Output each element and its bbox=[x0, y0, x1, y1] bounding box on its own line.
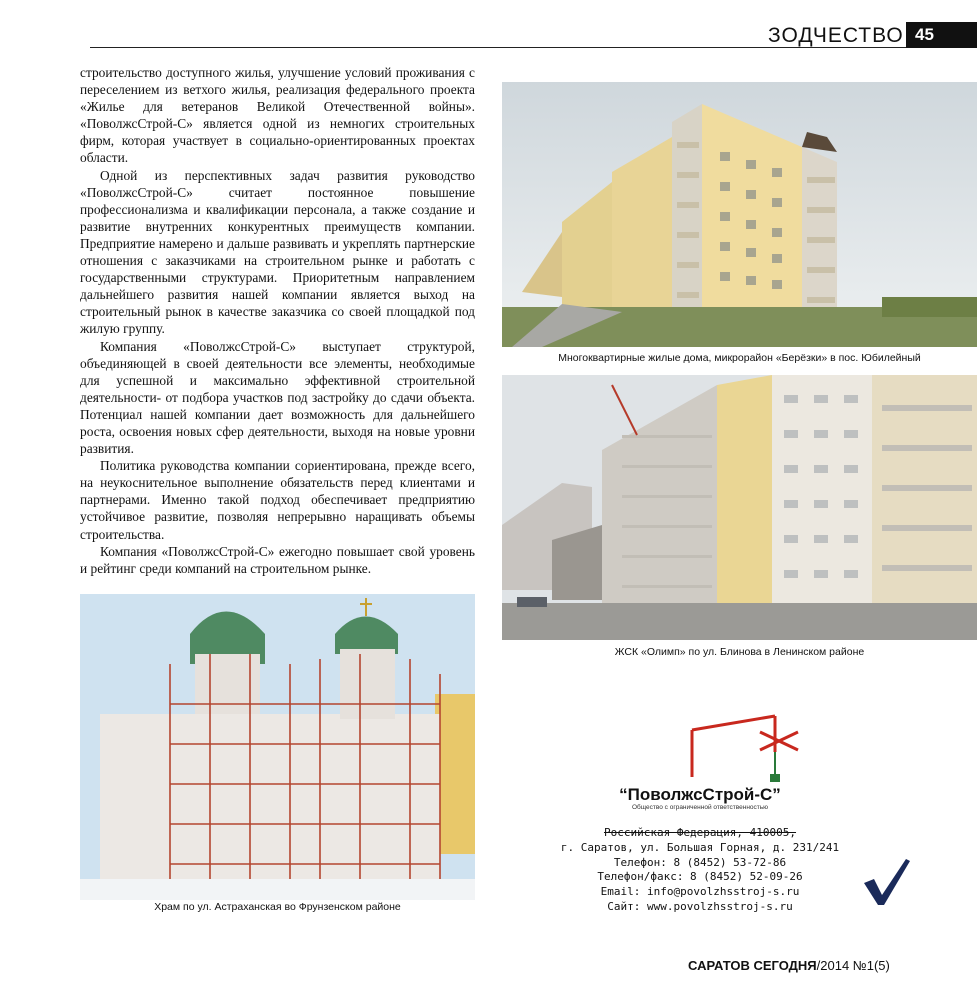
contact-fax: Телефон/факс: 8 (8452) 52-09-26 bbox=[597, 870, 803, 884]
contact-phone: Телефон: 8 (8452) 53-72-86 bbox=[613, 855, 787, 869]
contact-website[interactable]: Сайт: www.povolzhsstroj-s.ru bbox=[607, 899, 793, 913]
section-title: ЗОДЧЕСТВО bbox=[768, 24, 904, 47]
photo-caption: Храм по ул. Астраханская во Фрунзенском районе bbox=[154, 901, 401, 913]
photo-olimp-building bbox=[502, 375, 977, 640]
contact-address: г. Саратов, ул. Большая Горная, д. 231/241 bbox=[560, 840, 840, 854]
footer-magazine bbox=[688, 958, 890, 973]
photo-residential-berezki bbox=[502, 82, 977, 347]
magazine-title: САРАТОВ СЕГОДНЯ bbox=[688, 958, 817, 973]
contact-country: Российская Федерация, 410005, bbox=[603, 826, 797, 839]
article-body bbox=[80, 64, 475, 577]
photo-church-astrakhanskaya bbox=[80, 594, 475, 900]
contact-email[interactable]: Email: info@povolzhsstroj-s.ru bbox=[600, 885, 800, 899]
page-number: 45 bbox=[906, 22, 977, 48]
checkmark-icon bbox=[860, 855, 912, 907]
paragraph: Одной из перспективных задач развития руководство «ПоволжсСтрой-С» считает постоянное повышение профессионализма и квалификации персонала, а также создание и развитие внутренних конкурентных преимуществ компании. Предприятие намерено и дальше развивать и укреплять партнерские отношения с заказчиками на строительном рынке и работать с государственными структурами. Приоритетным направлением дальнейшего развития нашей компании является выход на строительный рынок в качестве заказчика со своей площадкой под жилую группу. bbox=[80, 167, 475, 337]
photo-caption: Многоквартирные жилые дома, микрорайон «Берёзки» в пос. Юбилейный bbox=[558, 352, 921, 364]
logo-wordmark: “ПоволжсСтрой-С” bbox=[619, 785, 781, 804]
paragraph: Компания «ПоволжсСтрой-С» ежегодно повышает свой уровень и рейтинг среди компаний на строительном рынке. bbox=[80, 543, 475, 576]
paragraph: строительство доступного жилья, улучшение условий проживания с переселением из ветхого жилья, реализация федерального проекта «Жилье для ветеранов Великой Отечественной войны». «ПоволжсСтрой-С» является одной из немногих строительных фирм, которая участвует в социально-ориентированных проектах области. bbox=[80, 65, 475, 166]
logo-subtitle: Общество с ограниченной ответственностью bbox=[631, 804, 769, 811]
magazine-issue: /2014 №1(5) bbox=[816, 958, 890, 973]
paragraph: Политика руководства компании сориентирована, прежде всего, на неукоснительное выполнение обязательств перед клиентами и партнерами. Именно такой подход обеспечивает предприятию устойчивое развитие, позволяя непрерывно наращивать объемы строительства. bbox=[80, 458, 475, 542]
company-logo bbox=[600, 712, 800, 812]
contact-block bbox=[560, 826, 840, 915]
paragraph: Компания «ПоволжсСтрой-С» выступает структурой, объединяющей в своей деятельности все элементы, необходимые для успешной и максимально эффективной строительной деятельности- от подбора участков под застройку до сдачи объекта. Потенциал нашей компании дает возможность для дальнейшего роста, освоения новых сфер деятельности, выходя на новые уровни развития. bbox=[80, 338, 475, 457]
photo-caption: ЖСК «Олимп» по ул. Блинова в Ленинском районе bbox=[614, 646, 865, 658]
